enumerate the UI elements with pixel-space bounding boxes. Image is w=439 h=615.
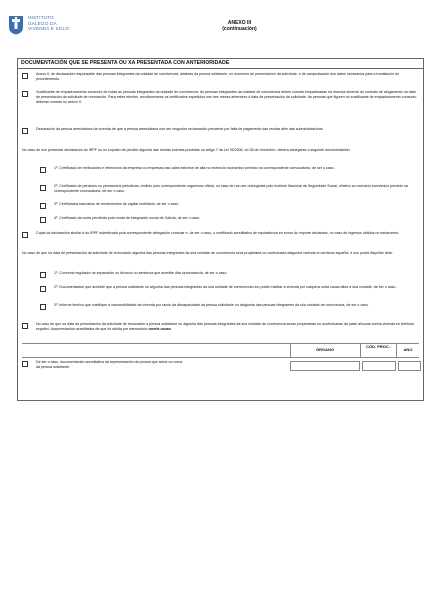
ownership-intro: No caso de que na data de presentación da solicitude de renovación algunha das persoas integrantes da súa unidade de convivencia sexa propietaria ou usufrutuaria dalgunha vivenda en territorio español, e non poida dispoñer dela: (22, 251, 393, 255)
doc-item-text: De ser o caso, documentación acreditativa da representación da persoa que actúe no nome da persoa solicitante. (36, 360, 183, 369)
doc-item-text: 1º. Certificado de retribucións e retencións da empresa ou empresas nas cales estivese de alta no exercicio económico previsto na correspondente convocatoria, de ser o caso. (54, 166, 335, 170)
doc-item-text: 3º. Certificados bancarios de rendementos de capital mobiliario, de ser o caso. (54, 202, 180, 206)
irpf-intro: No caso de non presentar declaración do IRPF ou no suposto de percibir algunha das rendas exentas previstas no artigo 7 da Lei 35/2006, do 28 de novembro, deberá achegarse a seguinte documentación: (22, 148, 351, 152)
checkbox[interactable] (22, 323, 28, 329)
doc-item-foreign-income[interactable] (22, 231, 419, 238)
documentation-section (17, 58, 424, 401)
doc-item-text: Anexo II, de declaración responsable das persoas integrantes da unidade de convivencia, distintas da persoa solicitante, no momento de presentación da solicitude, e de comprobación dos datos necesarios para a tramitación do procedemento. (36, 72, 399, 81)
section-title: DOCUMENTACIÓN QUE SE PRESENTA OU XA PRESENTADA CON ANTERIORIDADE (18, 59, 423, 69)
cod-proc-field[interactable] (362, 361, 396, 371)
header-organo: ÓRGANO (316, 347, 334, 352)
annex-title: ANEXO III (227, 20, 252, 26)
doc-item-landlord-declaration[interactable] (22, 127, 419, 134)
logo-line: VIVENDA E SOLO (28, 26, 70, 32)
doc-item-mortis-causa[interactable] (22, 322, 419, 332)
ownership-item-2[interactable] (40, 285, 419, 292)
checkbox[interactable] (40, 272, 46, 278)
doc-item-text: 2º. Certificado de pensións ou prestacións periódicas, emitido polo correspondente organismo oficial, no caso de non ser outorgadas polo Instituto Nacional da Seguridade Social, relativo ao exercicio económico previsto na correspondente convocatoria, de ser o caso. (54, 184, 408, 193)
checkbox[interactable] (40, 217, 46, 223)
representation-row[interactable] (22, 360, 186, 370)
checkbox[interactable] (22, 232, 28, 238)
checkbox[interactable] (22, 73, 28, 79)
checkbox[interactable] (22, 91, 28, 97)
checkbox[interactable] (40, 185, 46, 191)
organo-field[interactable] (290, 361, 360, 371)
doc-item-text: Declaración da persoa arrendadora da vivenda de que a persoa arrendataria non ten ningunha reclamación pendente por falta de pagamento das rendas alén das subministracións. (36, 127, 324, 131)
checkbox[interactable] (40, 203, 46, 209)
checkbox[interactable] (40, 286, 46, 292)
doc-item-text: Xustificante de empadroamento conxunto de todas as persoas integrantes da unidade de convivencia. As persoas integrantes da unidade de convivencia deben constar empadroadas na vivenda obxecto do contrato de alugamento na data de presentación da solicitude de renovación. Para estes efectos, recoñeceranse os certificados expedidos nos tres meses anteriores á data de presentación da solicitude. As persoas que figuren no xustificante de empadroamento conxunto deberán constar no anexo II. (36, 90, 417, 104)
ano-field[interactable] (398, 361, 421, 371)
irpf-item-2[interactable] (40, 184, 419, 194)
logo-line: GALEGO DA (28, 20, 57, 26)
previous-docs-table (22, 343, 419, 395)
doc-item-empadroamento[interactable] (22, 90, 419, 105)
header-ano: ANO (403, 347, 413, 352)
doc-item-annex-ii[interactable] (22, 72, 419, 82)
header-cod-proc: CÓD. PROC. (366, 344, 390, 349)
ownership-item-3[interactable] (40, 303, 419, 310)
irpf-item-4[interactable] (40, 216, 419, 223)
checkbox[interactable] (22, 361, 28, 367)
doc-item-text: 3º. Informe técnico que xustifique a inaccesibilidade da vivenda por razón da discapacidade da persoa solicitante ou dalgunha das persoas integrantes da súa unidade de convivencia, de ser o caso. (54, 303, 369, 307)
annex-subtitle: (continuación) (222, 26, 257, 32)
irpf-item-3[interactable] (40, 202, 419, 209)
doc-item-text: 1º. Convenio regulador de separación ou divorcio ou sentenza que acredite dita circunstancia, de ser o caso. (54, 271, 228, 275)
doc-item-text: 2º. Documentación que acredite que a persoa solicitante ou algunha das persoas integrantes da súa unidade de convivencia non poden habitar a vivenda por calquera outra causa allea á súa vontade, de ser o caso. (54, 285, 397, 289)
irpf-item-1[interactable] (40, 166, 419, 173)
doc-item-text: No caso de que na data da presentación da solicitude de renovación a persoa solicitante ou algunha das persoas integrantes da súa unidade de convivencia sexan propietarias ou usufrutuarias da parte alícuota dunha vivenda en territorio español, documentación acreditativa de que foi obtida por transmisión mortis causa. (36, 322, 415, 331)
doc-item-text: Copia da declaración similar á do IRPF autenticada pola correspondente delegación consular e, de ser o caso, o certificado acreditativo de equivalencia en euros do importe declarado, no caso de ingresos obtidos no estranxeiro. (36, 231, 400, 235)
mortis-causa-text: mortis causa (148, 327, 171, 331)
annex-heading (0, 20, 439, 32)
checkbox[interactable] (40, 167, 46, 173)
logo-line: INSTITUTO (28, 15, 54, 20)
checkbox[interactable] (22, 128, 28, 134)
checkbox[interactable] (40, 304, 46, 310)
ownership-item-1[interactable] (40, 271, 419, 278)
mortis-text: No caso de que na data da presentación da solicitude de renovación a persoa solicitante ou algunha das persoas integrantes da súa unidade de convivencia sexan propietarias ou usufrutuarias da parte alícuota dunha vivenda en territorio español, documentación acreditativa de que foi obtida por transmisión (36, 322, 415, 331)
doc-item-text: 4º. Certificado da conta percibida pola renda de integración social de Galicia, de ser o caso. (54, 216, 201, 220)
